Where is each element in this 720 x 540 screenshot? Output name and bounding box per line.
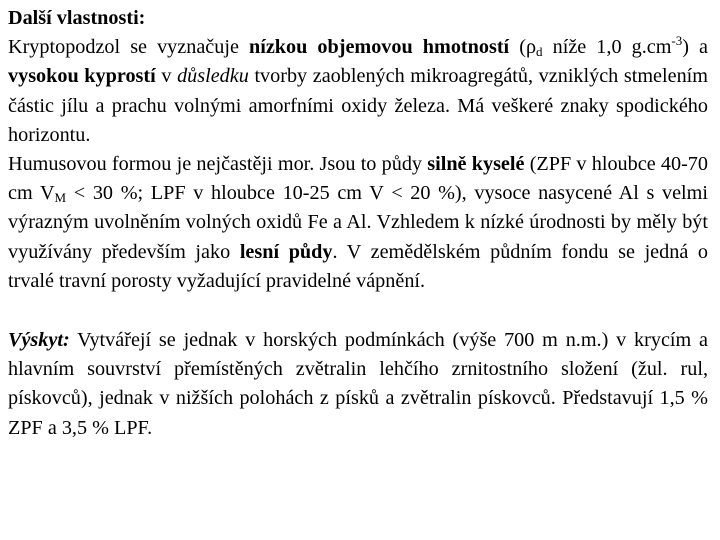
paragraph-properties-1 [8, 33, 708, 150]
paragraph-properties-2 [8, 150, 708, 296]
text-run: < 30 %; LPF v hloubce 10-25 cm V < 20 %), vysoce nasycené Al s velmi výrazným uvolněním volných oxidů Fe a Al. Vzhledem k nízké úrodnosti by měly být využívány především jako [8, 182, 708, 263]
bold-term-low-bulk-density: nízkou objemovou hmotností [248, 36, 510, 59]
subscript-d: d [536, 44, 543, 60]
italic-word: důsledku [177, 65, 249, 88]
paragraph-occurrence [8, 326, 708, 443]
text-run: Vytvářejí se jednak v horských podmínkách (výše 700 m n.m.) v krycím a hlavním souvrství přemístěných zvětralin lehčího zrnitostního složení (žul. rul, pískovců), jednak v nižších polohách z písků a zvětralin pískovců. Představují 1,5 % ZPF a 3,5 % LPF. [8, 329, 708, 439]
superscript-minus3: -3 [671, 33, 683, 49]
text-run: (ZPF v hloubce 40-70 cm V [8, 153, 708, 205]
bold-term-high-porosity: vysokou kyprostí [8, 65, 156, 88]
text-run: (ρ [509, 36, 537, 59]
occurrence-label: Výskyt: [8, 329, 70, 352]
text-run: tvorby zaoblených mikroagregátů, vzniklých stmelením částic jílu a prachu volnými amorfními oxidy železa. Má veškeré znaky spodického horizontu. [8, 65, 708, 146]
bold-term-forest-soils: lesní půdy [239, 240, 333, 263]
document-page [8, 4, 708, 443]
text-run: ) a [682, 36, 709, 59]
subscript-m: M [54, 190, 67, 206]
paragraph-gap [8, 296, 708, 326]
text-run: . V zemědělském půdním fondu se jedná o trvalé travní porosty vyžadující pravidelné vápnění. [8, 240, 708, 292]
text-run: v [155, 65, 178, 88]
text-run: Humusovou formou je nejčastěji mor. Jsou to půdy [8, 153, 428, 176]
section-heading-properties: Další vlastnosti: [8, 7, 146, 29]
bold-term-strongly-acidic: silně kyselé [427, 153, 525, 176]
text-run: níže 1,0 g.cm [542, 36, 672, 59]
text-run: Kryptopodzol se vyznačuje [8, 36, 249, 59]
